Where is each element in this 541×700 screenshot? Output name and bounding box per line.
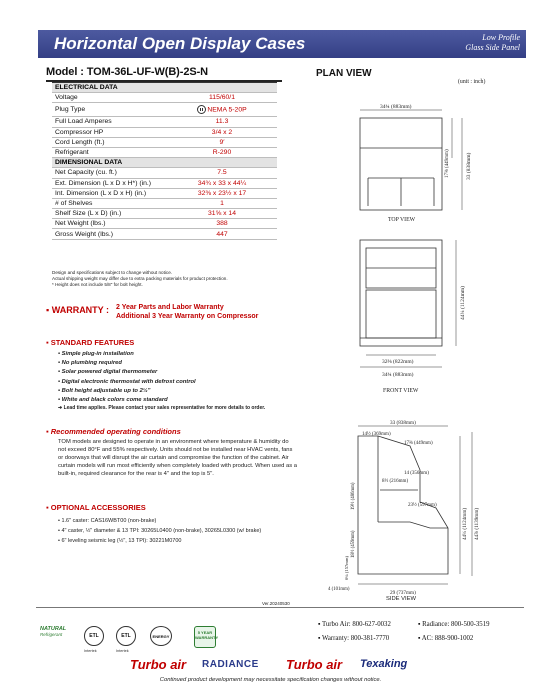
table-row [52, 137, 277, 147]
model-number: Model : TOM-36L-UF-W(B)-2S-N [46, 66, 208, 78]
list-item: • 6" leveling seismic leg (½", 13 TPI): 30221M0700 [58, 538, 182, 544]
warranty-line-2: Additional 3 Year Warranty on Compressor [116, 313, 259, 320]
top-depth2-dim: 33 (838mm) [466, 152, 472, 180]
table-row [52, 168, 277, 178]
environment-heading: ▪ Recommended operating conditions [46, 427, 181, 436]
spec-label: Full Load Amperes [52, 117, 167, 127]
table-row [52, 229, 277, 239]
plan-view-title: PLAN VIEW [316, 68, 372, 79]
spec-label: Refrigerant [52, 147, 167, 157]
page-title: Horizontal Open Display Cases [54, 34, 306, 53]
spec-value: 7.5 [167, 168, 277, 178]
accessories-heading: ▪ OPTIONAL ACCESSORIES [46, 503, 146, 512]
contact-row [318, 632, 490, 646]
lead-time-note: ➔ Lead time applies. Please contact your sales representative for more details to order. [58, 405, 266, 411]
side-d2-dim: 17⅜ (449mm) [404, 441, 433, 446]
side-top-dim: 33 (838mm) [390, 420, 416, 426]
front-inner-dim: 32⅜ (822mm) [382, 359, 414, 365]
spec-label: # of Shelves [52, 198, 167, 208]
plug-type-value: NEMA 5-20P [207, 106, 247, 114]
warranty-text [116, 303, 258, 321]
front-view-drawing [360, 240, 456, 367]
side-view-label: SIDE VIEW [386, 596, 416, 602]
side-d10-dim: 29 (737mm) [390, 590, 416, 596]
side-d8-dim: 6¼ (157mm) [344, 556, 349, 580]
table-row [52, 198, 277, 208]
spec-label: Shelf Size (L x D) (in.) [52, 209, 167, 219]
contact-turbo-air: ▪ Turbo Air: 800-627-0032 [318, 621, 391, 628]
side-d4-dim: 8½ (216mm) [382, 479, 409, 484]
warranty-label: ▪ WARRANTY : [46, 305, 110, 315]
turbo-air-logo: Turbo air [130, 657, 187, 672]
table-row [52, 178, 277, 188]
spec-label: Compressor HP [52, 127, 167, 137]
contact-row [318, 618, 490, 632]
contact-info [318, 618, 490, 646]
front-view-label: FRONT VIEW [383, 388, 419, 394]
contact-radiance: ▪ Radiance: 800-500-3519 [418, 621, 490, 628]
natural-text: NATURAL [40, 626, 67, 632]
spec-value: 34¾ x 33 x 44¼ [167, 178, 277, 188]
top-view-label: TOP VIEW [388, 217, 416, 223]
spec-value: 32⅜ x 23½ x 17 [167, 188, 277, 198]
side-d1-dim: 14½ (369mm) [362, 432, 391, 437]
spec-label: Plug Type [52, 103, 167, 117]
spec-value: 1 [167, 198, 277, 208]
spec-value: 9′ [167, 137, 277, 147]
dimensional-heading: DIMENSIONAL DATA [52, 158, 277, 168]
etl-sanitation-logo: ETL [116, 626, 136, 646]
radiance-logo: RADIANCE [202, 659, 259, 670]
side-d9-dim: 4 (101mm) [328, 587, 350, 592]
contact-warranty: ▪ Warranty: 800-381-7770 [318, 635, 390, 642]
side-d6-dim: 19½ (486mm) [351, 482, 356, 510]
side-h2-dim: 44⅞ (1139mm) [474, 507, 480, 540]
spec-label: Gross Weight (lbs.) [52, 229, 167, 239]
table-row [52, 103, 277, 117]
spec-label: Net Weight (lbs.) [52, 219, 167, 229]
banner-subtitle [465, 33, 520, 53]
list-item: • White and black colors come standard [58, 397, 168, 404]
spec-value: R-290 [167, 147, 277, 157]
spec-value: 3/4 x 2 [167, 127, 277, 137]
note-line: * Height does not include 5/8" for bolt height. [52, 282, 143, 288]
etl-logo: ETL [84, 626, 104, 646]
spec-label: Voltage [52, 93, 167, 103]
spec-value-plug [167, 103, 277, 117]
spec-value: 31⅝ x 14 [167, 209, 277, 219]
table-row [52, 209, 277, 219]
plug-icon [197, 105, 206, 114]
accessories-list [58, 516, 261, 546]
turbo-air-logo-2: Turbo air [286, 657, 343, 672]
spec-value: 115/60/1 [167, 93, 277, 103]
spec-label: Int. Dimension (L x D x H) (in.) [52, 188, 167, 198]
etl-sanitation-caption: Intertek [116, 649, 129, 653]
front-height-dim: 44¼ (1124mm) [460, 285, 466, 320]
technical-drawing [300, 90, 530, 600]
header-banner [38, 30, 526, 58]
table-row [52, 127, 277, 137]
spec-value: 388 [167, 219, 277, 229]
table-row [52, 117, 277, 127]
warranty-line-1: 2 Year Parts and Labor Warranty [116, 304, 224, 311]
note-line: Design and specifications subject to change without notice. [52, 270, 173, 275]
etl-caption: Intertek [84, 649, 97, 653]
side-d3-dim: 14 (356mm) [404, 471, 429, 476]
spec-value: 11.3 [167, 117, 277, 127]
top-width-dim: 34¾ (883mm) [380, 104, 412, 110]
environment-text: TOM models are designed to operate in an environment where temperature & humidity do not exceed 80°F and 55% respectively. Units should not be installed near HVAC vents, fans or doorways that will disrupt the air curtain and compromise the function of the cabinet. Air curtain models will run most efficiently when completely loaded with product. When used as a built-in, required clearance for the rear is 4" and the top is 5". [58, 439, 297, 477]
features-heading: ▪ STANDARD FEATURES [46, 338, 135, 347]
note-line: Actual shipping weight may differ due to extra packing materials for product protection. [52, 276, 228, 282]
divider [36, 607, 524, 608]
version-label: Ver.20240530 [262, 601, 290, 606]
table-row [52, 93, 277, 103]
list-item: • 4" caster, ½" diameter & 13 TPI: 30265L0400 (non-brake), 30265L0300 (w/ brake) [58, 528, 262, 534]
electrical-heading: ELECTRICAL DATA [52, 83, 277, 93]
subtitle-line-1: Low Profile [482, 33, 520, 42]
contact-ac: ▪ AC: 888-900-1002 [418, 635, 474, 642]
warranty-badge: 5 YEAR WARRANTY [194, 626, 216, 648]
table-row [52, 188, 277, 198]
side-d5-dim: 23½ (597mm) [408, 503, 437, 508]
front-outer-dim: 34¾ (883mm) [382, 372, 414, 378]
table-row [52, 147, 277, 157]
subtitle-line-2: Glass Side Panel [465, 43, 520, 52]
energy-logo: ENERGY [150, 626, 172, 646]
spec-value: 447 [167, 229, 277, 239]
unit-label: (unit : inch) [458, 79, 486, 85]
features-list [58, 350, 196, 405]
texaking-logo: Texaking [360, 658, 408, 670]
table-row [52, 219, 277, 229]
natural-refrigerant-logo [40, 626, 68, 648]
spec-label: Cord Length (ft.) [52, 137, 167, 147]
list-item: • 1.6" caster: CAS16WBT00 (non-brake) [58, 518, 157, 524]
brand-logos [120, 657, 450, 675]
spec-table [52, 82, 277, 240]
side-d7-dim: 18½ (459mm) [351, 530, 356, 558]
spec-label: Net Capacity (cu. ft.) [52, 168, 167, 178]
list-item: • Digital electronic thermostat with defrost control [58, 378, 196, 385]
list-item: • Simple plug-in installation [58, 351, 134, 357]
list-item: • Bolt height adjustable up to 2½" [58, 387, 151, 394]
side-h1-dim: 44¼ (1124mm) [462, 507, 468, 540]
footer-disclaimer: Continued product development may necessitate specification changes without notice. [159, 677, 382, 683]
list-item: • No plumbing required [58, 360, 122, 367]
top-depth1-dim: 17⅜ (449mm) [445, 149, 450, 178]
spec-label: Ext. Dimension (L x D x H*) (in.) [52, 178, 167, 188]
certification-logos [40, 622, 290, 656]
list-item: • Solar powered digital thermometer [58, 369, 158, 376]
refrigerant-text: Refrigerant [40, 632, 63, 637]
spec-notes [52, 270, 228, 289]
